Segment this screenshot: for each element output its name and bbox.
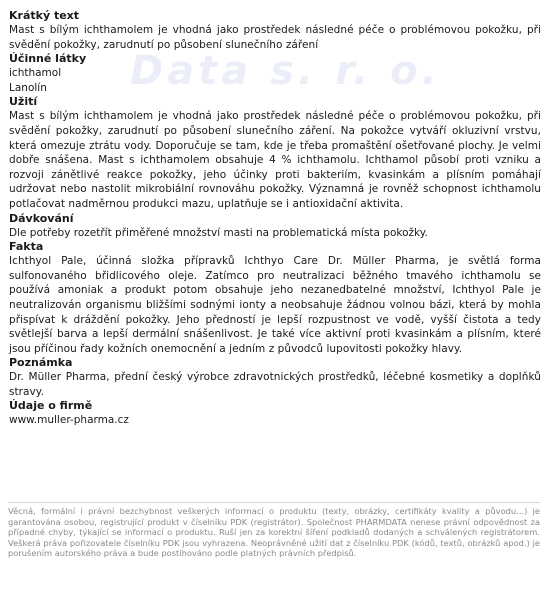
facts-heading: Fakta [9, 240, 44, 254]
note-body: Dr. Müller Pharma, přední český výrobce zdravotnických prostředků, léčebné kosmetiky a doplňků stravy. [9, 371, 541, 398]
section-short-text [9, 9, 541, 52]
section-note [9, 356, 541, 399]
short-text-heading: Krátký text [9, 9, 80, 22]
short-text-body: Mast s bílým ichthamolem je vhodná jako prostředek následné péče o problémovou pokožku, při svědění pokožky, zarudnutí po působení slunečního záření [9, 24, 541, 51]
section-dosage [9, 212, 541, 241]
dosage-body: Dle potřeby rozetřít přiměřené množství masti na problematická místa pokožky. [9, 226, 428, 239]
product-info-document [9, 9, 541, 428]
dosage-heading: Dávkování [9, 211, 74, 225]
note-heading: Poznámka [9, 356, 73, 370]
company-heading: Údaje o firmě [9, 399, 93, 413]
watermark: Data s. r. o. [130, 48, 441, 94]
usage-heading: Užití [9, 95, 38, 109]
active-ingredients-heading: Účinné látky [9, 52, 87, 66]
ingredient-item: Lanolín [9, 81, 47, 94]
facts-body: Ichthyol Pale, účinná složka přípravků Ichthyo Care Dr. Müller Pharma, je světlá forma sulfonovaného břidlicového oleje. Zatímco pro neutralizaci běžného tmavého ichthamolu se používá amoniak a produkt potom obsahuje jeho nezanedbatelné množství, Ichthyol Pale je neutralizován organismu bližšími sodnými ionty a neobsahuje žádnou volnou bázi, která by mohla přispívat k dráždění pokožky. Jeho předností je lepší rozpustnost ve vodě, vyšší čistota a tedy světlejší barva a lepší dermální snášenlivost. Je také více aktivní proti kvasinkám a plísním, které jsou příčinou řady kožních onemocnění a jedním z původců lupovitosti pokožky hlavy. [9, 255, 541, 355]
section-company [9, 399, 541, 428]
legal-disclaimer: Věcná, formální i právní bezchybnost veškerých informací o produktu (texty, obrázky, certifikáty kvality a původu...) je garantována osobou, registrující produkt v číselníku PDK (registrátor). Společnost PHARMDATA nenese právní odpovědnost za případné chyby, týkající se informací o produktu. Ruší jen za korektní šíření podkladů dodaných a schválených registrátorem. Veškerá práva pořizovatele číselníku PDK jsou vyhrazena. Neoprávněné užití dat z číselníku PDK (kódů, textů, obrázků apod.) je porušením autorského práva a bude postihováno podle platných právních předpisů. [8, 502, 540, 559]
ingredient-item: ichthamol [9, 67, 62, 80]
section-usage [9, 95, 541, 211]
company-website: www.muller-pharma.cz [9, 414, 129, 427]
section-active-ingredients [9, 52, 541, 95]
usage-body: Mast s bílým ichthamolem je vhodná jako prostředek následné péče o problémovou pokožku, při svědění pokožky, zarudnutí po působení slunečního záření. Na pokožce vytváří okluzivní vrstvu, která omezuje ztrátu vody. Doporučuje se tam, kde je třeba promaštění ošetřované plochy. Je velmi dobře snášena. Mast s ichthamolem obsahuje 4 % ichthamolu. Ichthamol působí proti vzniku a rozvoji zánětlivé reakce pokožky, jeho účinky proti bakteriím, kvasinkám a plísním pomáhají udržovat nebo nastolit mikrobiální rovnováhu pokožky. Významná je rovněž schopnost ichthamolu potlačovat nadměrnou produkci mazu, uplatňuje se i antioxidační aktivita. [9, 110, 541, 210]
section-facts [9, 240, 541, 356]
